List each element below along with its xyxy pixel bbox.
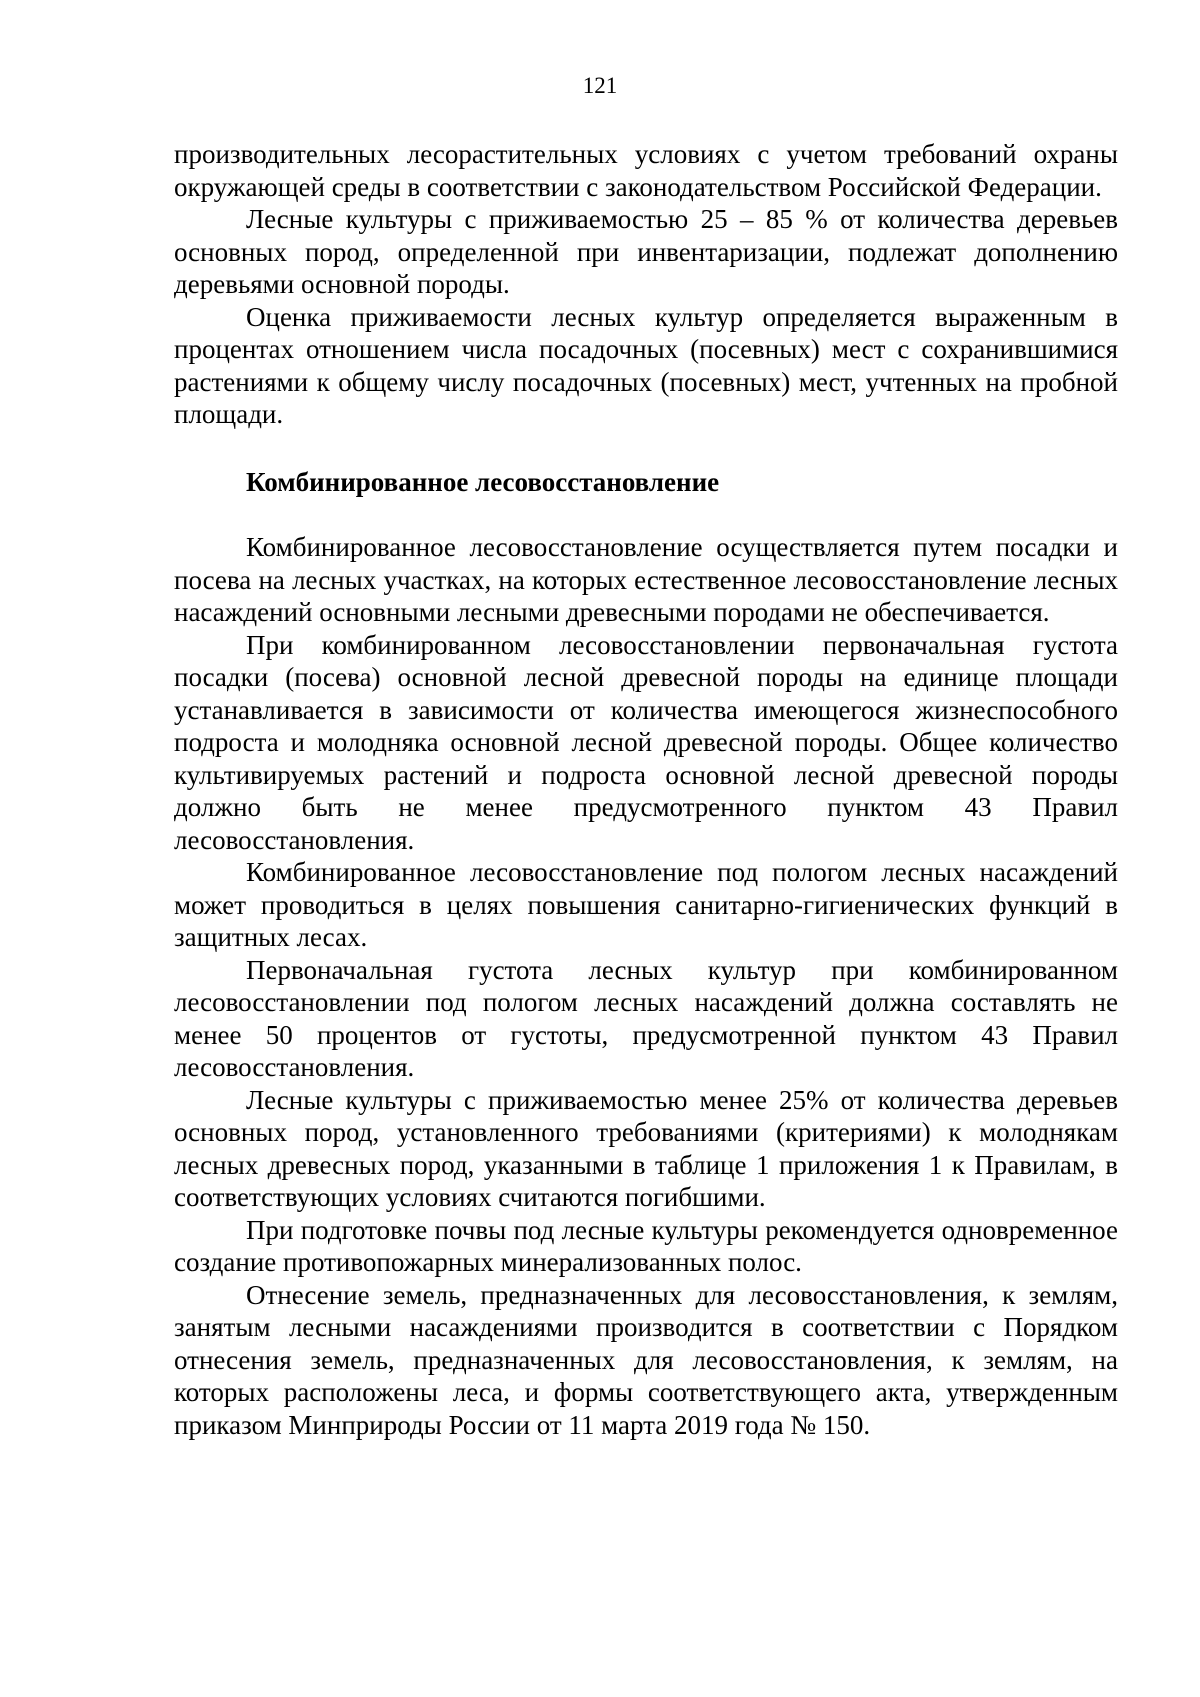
document-body	[174, 138, 1118, 1441]
paragraph: Лесные культуры с приживаемостью менее 25% от количества деревьев основных пород, установленного требованиями (критериями) к молоднякам лесных древесных пород, указанными в таблице 1 приложения 1 к Правилам, в соответствующих условиях считаются погибшими.	[174, 1084, 1118, 1212]
paragraph: Отнесение земель, предназначенных для лесовосстановления, к землям, занятым лесными насаждениями производится в соответствии с Порядком отнесения земель, предназначенных для лесовосстановления, к землям, на которых расположены леса, и формы соответствующего акта, утвержденным приказом Минприроды России от 11 марта 2019 года № 150.	[174, 1279, 1118, 1440]
paragraph: При подготовке почвы под лесные культуры рекомендуется одновременное создание противопожарных минерализованных полос.	[174, 1214, 1118, 1277]
paragraph: Лесные культуры с приживаемостью 25 – 85 % от количества деревьев основных пород, определенной при инвентаризации, подлежат дополнению деревьями основной породы.	[174, 204, 1118, 299]
page-number: 121	[582, 73, 618, 98]
paragraph: Первоначальная густота лесных культур при комбинированном лесовосстановлении под пологом лесных насаждений должна составлять не менее 50 процентов от густоты, предусмотренной пунктом 43 Правил лесовосстановления.	[174, 954, 1118, 1082]
paragraph: Оценка приживаемости лесных культур определяется выраженным в процентах отношением числа посадочных (посевных) мест с сохранившимися растениями к общему числу посадочных (посевных) мест, учтенных на пробной площади.	[174, 301, 1118, 429]
paragraph: Комбинированное лесовосстановление под пологом лесных насаждений может проводиться в целях повышения санитарно-гигиенических функций в защитных лесах.	[174, 857, 1118, 952]
paragraph: Комбинированное лесовосстановление осуществляется путем посадки и посева на лесных участках, на которых естественное лесовосстановление лесных насаждений основными лесными древесными породами не обеспечивается.	[174, 532, 1118, 627]
paragraph: производительных лесорастительных условиях с учетом требований охраны окружающей среды в соответствии с законодательством Российской Федерации.	[174, 139, 1118, 202]
section-heading: Комбинированное лесовосстановление	[246, 466, 720, 497]
paragraph: При комбинированном лесовосстановлении первоначальная густота посадки (посева) основной лесной древесной породы на единице площади устанавливается в зависимости от количества имеющегося жизнеспособного подроста и молодняка основной лесной древесной породы. Общее количество культивируемых растений и подроста основной лесной древесной породы должно быть не менее предусмотренного пунктом 43 Правил лесовосстановления.	[174, 629, 1118, 855]
